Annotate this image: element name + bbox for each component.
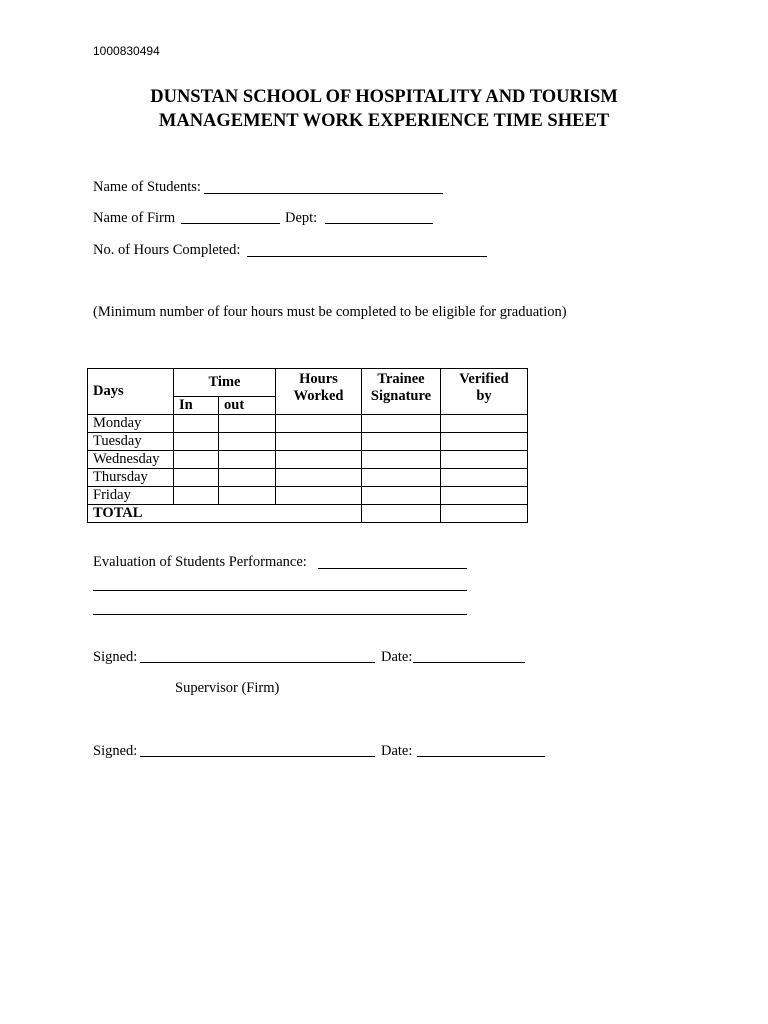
table-row [88, 415, 528, 433]
time-in-cell[interactable] [174, 469, 219, 487]
hours-worked-cell[interactable] [276, 415, 362, 433]
out-header: out [219, 397, 276, 415]
verified-by-cell[interactable] [441, 451, 528, 469]
graduation-note: (Minimum number of four hours must be completed to be eligible for graduation) [93, 304, 567, 320]
firm-name-field[interactable] [181, 223, 280, 224]
verified-by-cell[interactable] [441, 487, 528, 505]
day-label: Thursday [88, 469, 174, 487]
trainee-signature-header [362, 369, 441, 415]
firm-name-label: Name of Firm [93, 210, 176, 226]
students-name-label: Name of Students: [93, 179, 201, 195]
hours-worked-cell[interactable] [276, 433, 362, 451]
time-header: Time [174, 369, 276, 397]
trainee-signature-cell[interactable] [362, 487, 441, 505]
verified-by-cell[interactable] [441, 469, 528, 487]
verified-by-cell[interactable] [441, 415, 528, 433]
signed-label-1: Signed: [93, 649, 138, 665]
time-out-cell[interactable] [219, 451, 276, 469]
dept-label: Dept: [285, 210, 318, 226]
trainee-signature-cell[interactable] [362, 469, 441, 487]
time-out-cell[interactable] [219, 433, 276, 451]
supervisor-role-label: Supervisor (Firm) [175, 680, 280, 696]
time-in-cell[interactable] [174, 487, 219, 505]
day-label: Tuesday [88, 433, 174, 451]
hours-worked-header [276, 369, 362, 415]
total-trainee-cell[interactable] [362, 505, 441, 523]
evaluation-field[interactable] [318, 568, 467, 569]
hours-header-line1: Hours [299, 371, 338, 387]
verified-header-line2: by [476, 388, 492, 404]
hours-worked-cell[interactable] [276, 487, 362, 505]
evaluation-line-3[interactable] [93, 614, 467, 615]
total-label: TOTAL [88, 505, 362, 523]
hours-header-line2: Worked [293, 388, 344, 404]
total-row [88, 505, 528, 523]
time-in-cell[interactable] [174, 433, 219, 451]
supervisor-signature-field[interactable] [140, 662, 375, 663]
dept-field[interactable] [325, 223, 433, 224]
trainee-signature-cell[interactable] [362, 451, 441, 469]
date-field-1[interactable] [413, 662, 525, 663]
total-verified-cell[interactable] [441, 505, 528, 523]
date-label-2: Date: [381, 743, 413, 759]
signed-label-2: Signed: [93, 743, 138, 759]
days-header: Days [88, 369, 174, 415]
title-line-1: DUNSTAN SCHOOL OF HOSPITALITY AND TOURISM [150, 87, 618, 107]
evaluation-line-2[interactable] [93, 590, 467, 591]
table-row [88, 451, 528, 469]
in-header: In [174, 397, 219, 415]
hours-completed-field[interactable] [247, 256, 487, 257]
title-line-2: MANAGEMENT WORK EXPERIENCE TIME SHEET [158, 111, 610, 131]
date-label-1: Date: [381, 649, 413, 665]
time-out-cell[interactable] [219, 469, 276, 487]
hours-worked-cell[interactable] [276, 451, 362, 469]
day-label: Wednesday [88, 451, 174, 469]
trainee-signature-cell[interactable] [362, 415, 441, 433]
document-id: 1000830494 [93, 44, 160, 58]
time-out-cell[interactable] [219, 487, 276, 505]
time-sheet-table [87, 368, 528, 523]
time-in-cell[interactable] [174, 451, 219, 469]
day-label: Friday [88, 487, 174, 505]
time-in-cell[interactable] [174, 415, 219, 433]
evaluation-label: Evaluation of Students Performance: [93, 554, 307, 570]
table-row [88, 469, 528, 487]
verified-by-cell[interactable] [441, 433, 528, 451]
trainee-signature-cell[interactable] [362, 433, 441, 451]
time-out-cell[interactable] [219, 415, 276, 433]
verified-header-line1: Verified [459, 371, 509, 387]
day-label: Monday [88, 415, 174, 433]
table-row [88, 487, 528, 505]
verified-by-header [441, 369, 528, 415]
second-signature-field[interactable] [140, 756, 375, 757]
date-field-2[interactable] [417, 756, 545, 757]
table-row [88, 433, 528, 451]
hours-completed-label: No. of Hours Completed: [93, 242, 241, 258]
students-name-field[interactable] [204, 193, 443, 194]
hours-worked-cell[interactable] [276, 469, 362, 487]
trainee-header-line1: Trainee [377, 371, 425, 387]
trainee-header-line2: Signature [370, 388, 432, 404]
